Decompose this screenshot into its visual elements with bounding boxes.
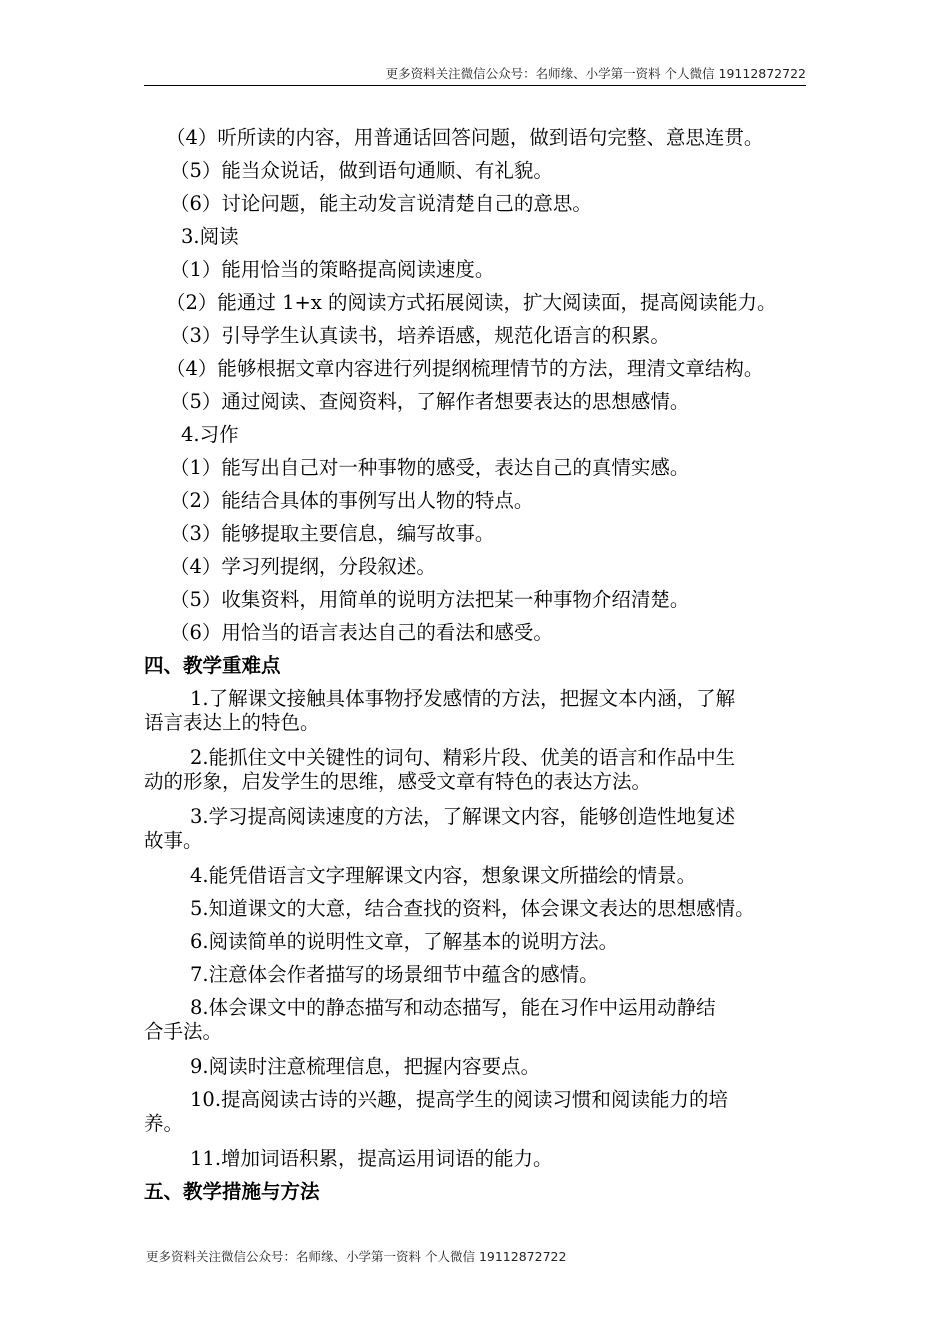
text-line: （2）能通过 1+x 的阅读方式拓展阅读，扩大阅读面，提高阅读能力。 [166,291,777,314]
text-line: 8.体会课文中的静态描写和动态描写，能在习作中运用动静结 [190,996,716,1019]
text-line: 养。 [144,1112,184,1135]
text-line: 9.阅读时注意梳理信息，把握内容要点。 [190,1055,541,1078]
text-line: （3）引导学生认真读书，培养语感，规范化语言的积累。 [170,324,670,347]
text-line: （6）用恰当的语言表达自己的看法和感受。 [170,621,553,644]
text-line: 7.注意体会作者描写的场景细节中蕴含的感情。 [190,963,599,986]
section-heading: 五、教学措施与方法 [144,1180,320,1203]
text-line: 故事。 [144,829,203,852]
text-line: （4）能够根据文章内容进行列提纲梳理情节的方法，理清文章结构。 [166,357,764,380]
text-line: 2.能抓住文中关键性的词句、精彩片段、优美的语言和作品中生 [190,746,736,769]
text-line: 3.学习提高阅读速度的方法，了解课文内容，能够创造性地复述 [190,805,736,828]
section-subheading: 3.阅读 [181,225,239,248]
section-subheading: 4.习作 [181,423,239,446]
text-line: 动的形象，启发学生的思维，感受文章有特色的表达方法。 [144,770,652,793]
text-line: 4.能凭借语言文字理解课文内容，想象课文所描绘的情景。 [190,864,697,887]
text-line: （4）听所读的内容，用普通话回答问题，做到语句完整、意思连贯。 [166,126,764,149]
text-line: 1.了解课文接触具体事物抒发感情的方法，把握文本内涵，了解 [190,687,736,710]
text-line: （1）能用恰当的策略提高阅读速度。 [170,258,495,281]
text-line: （3）能够提取主要信息，编写故事。 [170,522,495,545]
text-line: 10.提高阅读古诗的兴趣，提高学生的阅读习惯和阅读能力的培 [190,1088,729,1111]
page-footer: 更多资料关注微信公众号：名师缘、小学第一资料 个人微信 19112872722 [146,1249,567,1264]
text-line: （1）能写出自己对一种事物的感受，表达自己的真情实感。 [170,456,690,479]
header-divider [144,85,806,86]
text-line: （5）通过阅读、查阅资料，了解作者想要表达的思想感情。 [170,390,690,413]
text-line: （5）能当众说话，做到语句通顺、有礼貌。 [170,159,553,182]
text-line: 语言表达上的特色。 [144,711,320,734]
section-heading: 四、教学重难点 [144,654,281,677]
text-line: 11.增加词语积累，提高运用词语的能力。 [190,1147,553,1170]
text-line: （5）收集资料，用简单的说明方法把某一种事物介绍清楚。 [170,588,690,611]
text-line: （2）能结合具体的事例写出人物的特点。 [170,489,534,512]
page-header: 更多资料关注微信公众号：名师缘、小学第一资料 个人微信 19112872722 [385,66,806,81]
text-line: 合手法。 [144,1020,223,1043]
text-line: （6）讨论问题，能主动发言说清楚自己的意思。 [170,192,592,215]
text-line: （4）学习列提纲，分段叙述。 [170,555,436,578]
text-line: 5.知道课文的大意，结合查找的资料，体会课文表达的思想感情。 [190,897,755,920]
text-line: 6.阅读简单的说明性文章，了解基本的说明方法。 [190,930,619,953]
